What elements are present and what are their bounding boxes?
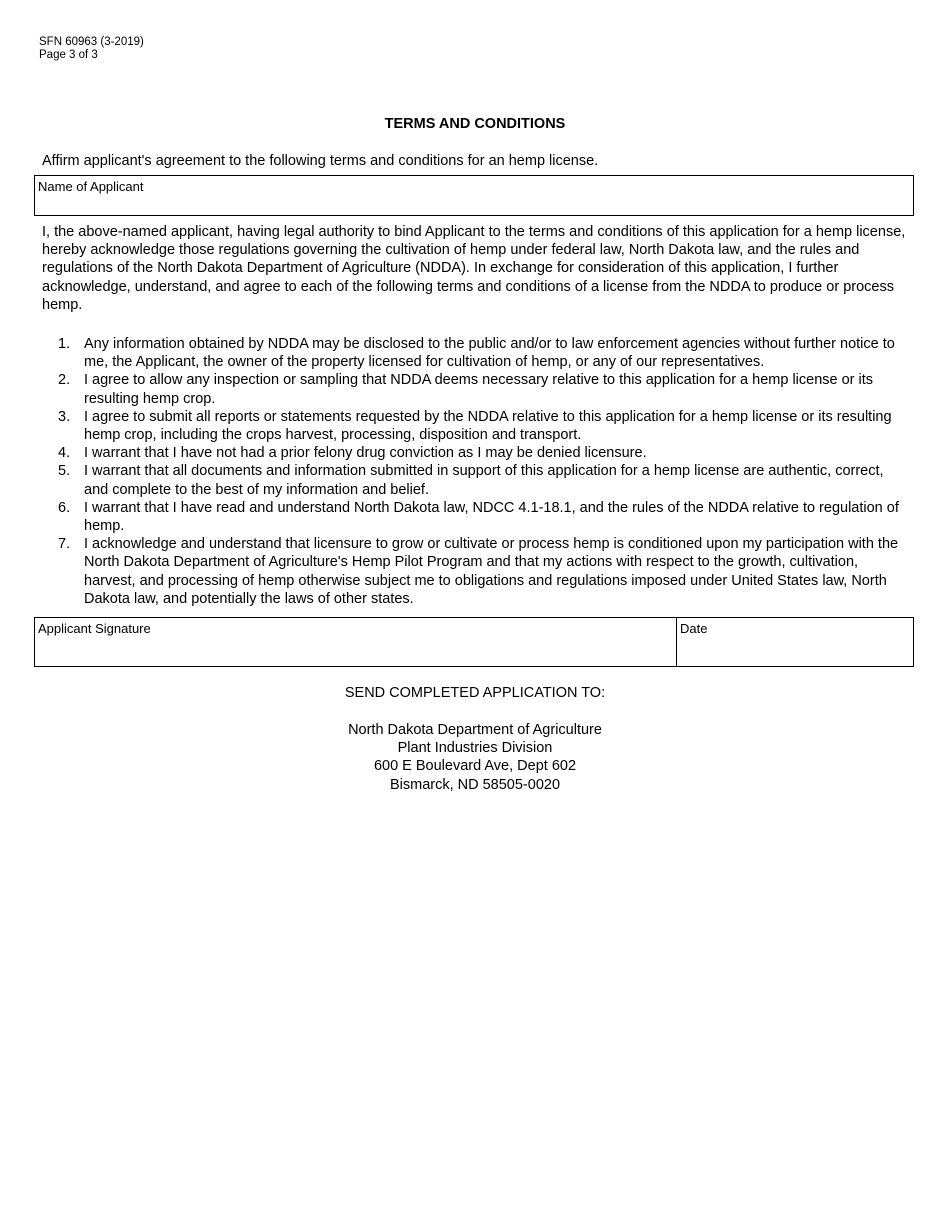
applicant-signature-field	[35, 618, 677, 666]
term-number: 7.	[58, 536, 71, 553]
date-label: Date	[680, 621, 708, 636]
terms-list	[42, 335, 910, 608]
term-text: I warrant that all documents and information submitted in support of this application for a hemp license are authentic, correct, and complete to the best of my information and belief.	[84, 463, 884, 498]
term-number: 3.	[58, 408, 71, 425]
term-number: 6.	[58, 499, 71, 516]
term-text: I agree to submit all reports or statements requested by the NDDA relative to this application for a hemp license or its resulting hemp crop, including the crops harvest, processing, disposition and transport.	[84, 408, 892, 444]
term-text: I warrant that I have read and understand North Dakota law, NDCC 4.1-18.1, and the rules of the NDDA relative to regulation of hemp.	[84, 499, 899, 535]
address-line: Plant Industries Division	[397, 740, 553, 757]
page-number: Page 3 of 3	[39, 49, 98, 61]
address-line: 600 E Boulevard Ave, Dept 602	[373, 758, 577, 775]
intro-paragraph: I, the above-named applicant, having legal authority to bind Applicant to the terms and conditions of this application for a hemp license, hereby acknowledge those regulations governing the cultivation of hemp under federal law, North Dakota law, and the rules and regulations of the North Dakota Department of Agriculture (NDDA). In exchange for consideration of this application, I further acknowledge, understand, and agree to each of the following terms and conditions of a license from the NDDA to produce or process hemp.	[42, 224, 906, 313]
form-number: SFN 60963 (3-2019)	[39, 36, 144, 48]
date-field	[677, 618, 913, 666]
term-number: 2.	[58, 372, 71, 389]
date-input[interactable]	[679, 638, 911, 664]
applicant-signature-input[interactable]	[37, 638, 674, 664]
mailing-address	[0, 721, 950, 794]
applicant-signature-label: Applicant Signature	[38, 621, 151, 636]
address-line: Bismarck, ND 58505-0020	[389, 776, 561, 793]
name-of-applicant-input[interactable]	[37, 196, 911, 213]
list-item	[42, 371, 910, 407]
term-number: 5.	[58, 463, 71, 480]
list-item	[42, 499, 910, 535]
list-item	[42, 335, 910, 371]
term-text: I warrant that I have not had a prior felony drug conviction as I may be denied licensure.	[84, 445, 647, 462]
term-text: I agree to allow any inspection or sampling that NDDA deems necessary relative to this application for a hemp license or its resulting hemp crop.	[84, 372, 874, 407]
affirm-instruction: Affirm applicant's agreement to the following terms and conditions for an hemp license.	[42, 153, 599, 169]
term-number: 1.	[58, 336, 71, 352]
term-number: 4.	[58, 445, 71, 462]
term-text: I acknowledge and understand that licensure to grow or cultivate or process hemp is conditioned upon my participation with the North Dakota Department of Agriculture's Hemp Pilot Program and that my actions with respect to the growth, cultivation, harvest, and processing of hemp otherwise subject me to obligations and regulations imposed under United States law, North Dakota law, and potentially the laws of other states.	[84, 536, 899, 607]
name-of-applicant-field	[34, 175, 914, 216]
list-item	[42, 535, 910, 608]
send-to-heading: SEND COMPLETED APPLICATION TO:	[344, 685, 606, 701]
list-item	[42, 462, 910, 498]
address-line: North Dakota Department of Agriculture	[348, 722, 602, 738]
page-title: TERMS AND CONDITIONS	[384, 116, 566, 132]
list-item	[42, 444, 910, 462]
form-identifier	[39, 36, 144, 62]
term-text: Any information obtained by NDDA may be disclosed to the public and/or to law enforcement agencies without further notice to me, the Applicant, the owner of the property licensed for cultivation of hemp, or any of our representatives.	[84, 336, 895, 371]
list-item	[42, 408, 910, 444]
signature-date-row	[34, 617, 914, 667]
name-of-applicant-label: Name of Applicant	[38, 179, 144, 194]
